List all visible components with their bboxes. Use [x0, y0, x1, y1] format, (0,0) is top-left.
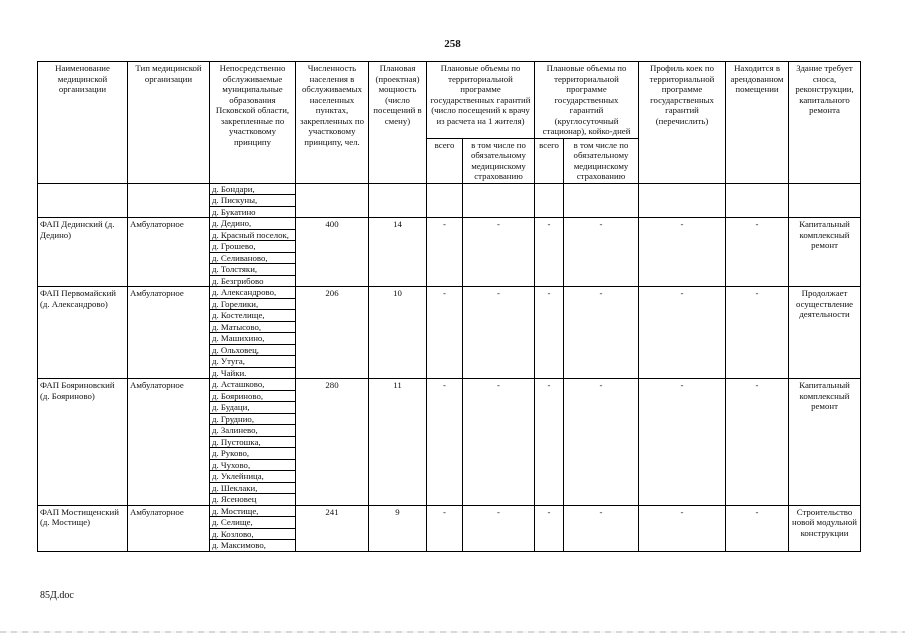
cell-settlements: [210, 218, 296, 287]
cell-in-oms: -: [564, 287, 639, 379]
header-inpatient-volume: Плановые объемы по территориальной программе государственных гарантий (круглосуточный стационар), койко-дней: [535, 62, 639, 139]
cell-bed-profile: -: [639, 218, 726, 287]
settlement-name: д. Мостище,: [210, 506, 295, 518]
cell-type: [128, 183, 210, 218]
settlement-name: д. Асташково,: [210, 379, 295, 391]
cell-in-total: -: [535, 379, 564, 506]
settlement-name: д. Чухово,: [210, 460, 295, 472]
table-body: [38, 183, 861, 551]
cell-out-total: [427, 183, 463, 218]
header-outpatient-volume: Плановые объемы по территориальной программе государственных гарантий (число посещений к врачу из расчета на 1 жителя): [427, 62, 535, 139]
header-row-top: [38, 62, 861, 139]
cell-leased: -: [726, 287, 789, 379]
cell-bed-profile: -: [639, 287, 726, 379]
settlement-name: д. Шеклаки,: [210, 483, 295, 495]
cell-settlements: [210, 287, 296, 379]
cell-in-total: -: [535, 505, 564, 551]
cell-population: 400: [296, 218, 369, 287]
cell-building: Капитальный комплексный ремонт: [789, 379, 861, 506]
cell-building: [789, 183, 861, 218]
header-settlements: Непосредственно обслуживаемые муниципальные образования Псковской области, закрепленные по участковому принципу: [210, 62, 296, 184]
cell-name: ФАП Мостищенский (д. Мостище): [38, 505, 128, 551]
settlement-name: д. Дедино,: [210, 218, 295, 230]
cell-capacity: 9: [369, 505, 427, 551]
table-row: [38, 505, 861, 551]
settlement-name: д. Груднио,: [210, 414, 295, 426]
cell-out-oms: [463, 183, 535, 218]
settlement-name: д. Красный поселок,: [210, 230, 295, 242]
cell-leased: -: [726, 505, 789, 551]
cell-out-oms: -: [463, 505, 535, 551]
scan-edge-artifact: [0, 631, 905, 633]
cell-building: Продолжает осуществление деятельности: [789, 287, 861, 379]
cell-population: 241: [296, 505, 369, 551]
cell-population: 206: [296, 287, 369, 379]
cell-in-total: [535, 183, 564, 218]
cell-out-oms: -: [463, 218, 535, 287]
settlement-name: д. Залинево,: [210, 425, 295, 437]
cell-type: Амбулаторное: [128, 379, 210, 506]
settlement-name: д. Горелики,: [210, 299, 295, 311]
settlement-name: д. Машихино,: [210, 333, 295, 345]
cell-capacity: 14: [369, 218, 427, 287]
settlement-name: д. Костелище,: [210, 310, 295, 322]
cell-type: Амбулаторное: [128, 505, 210, 551]
cell-in-oms: -: [564, 218, 639, 287]
cell-out-total: -: [427, 505, 463, 551]
header-bed-profile: Профиль коек по территориальной программе государственных гарантий (перечислить): [639, 62, 726, 184]
cell-out-oms: -: [463, 379, 535, 506]
header-type: Тип медицинской организации: [128, 62, 210, 184]
cell-bed-profile: [639, 183, 726, 218]
header-capacity: Плановая (проектная) мощность (число посещений в смену): [369, 62, 427, 184]
settlement-name: д. Ольховец,: [210, 345, 295, 357]
cell-name: ФАП Первомайский (д. Александрово): [38, 287, 128, 379]
header-out-total: всего: [427, 138, 463, 183]
cell-name: ФАП Бояриновский (д. Бояриново): [38, 379, 128, 506]
cell-name: ФАП Дединский (д. Дедино): [38, 218, 128, 287]
settlement-name: д. Безгрибово: [212, 275, 264, 286]
cell-settlements: [210, 183, 296, 218]
cell-in-total: -: [535, 287, 564, 379]
footer-filename: 85Д.doc: [40, 590, 74, 601]
settlement-name: д. Утуга,: [210, 356, 295, 368]
cell-leased: [726, 183, 789, 218]
settlement-name: д. Руково,: [210, 448, 295, 460]
cell-bed-profile: -: [639, 505, 726, 551]
cell-name: [38, 183, 128, 218]
cell-bed-profile: -: [639, 379, 726, 506]
settlement-name: д. Пустошка,: [210, 437, 295, 449]
settlement-name: д. Матысово,: [210, 322, 295, 334]
settlement-name: д. Селище,: [210, 517, 295, 529]
cell-type: Амбулаторное: [128, 218, 210, 287]
cell-capacity: 10: [369, 287, 427, 379]
settlement-name: д. Будаци,: [210, 402, 295, 414]
table-row: [38, 379, 861, 506]
header-in-oms: в том числе по обязательному медицинскому страхованию: [564, 138, 639, 183]
settlement-name: д. Бояриново,: [210, 391, 295, 403]
cell-out-total: -: [427, 287, 463, 379]
cell-out-oms: -: [463, 287, 535, 379]
cell-capacity: [369, 183, 427, 218]
cell-building: Капитальный комплексный ремонт: [789, 218, 861, 287]
settlement-name: д. Пискуны,: [210, 195, 295, 207]
header-population: Численность населения в обслуживаемых населенных пунктах, закрепленных по участковому принципу, чел.: [296, 62, 369, 184]
settlement-name: д. Александрово,: [210, 287, 295, 299]
header-out-oms: в том числе по обязательному медицинскому страхованию: [463, 138, 535, 183]
cell-in-total: -: [535, 218, 564, 287]
cell-settlements: [210, 505, 296, 551]
cell-capacity: 11: [369, 379, 427, 506]
cell-leased: -: [726, 379, 789, 506]
settlement-name: д. Уклейница,: [210, 471, 295, 483]
settlement-name: д. Ясеновец: [212, 494, 257, 504]
cell-in-oms: -: [564, 379, 639, 506]
cell-population: 280: [296, 379, 369, 506]
settlement-name: д. Козлово,: [210, 529, 295, 541]
facilities-table: [37, 61, 861, 552]
header-in-total: всего: [535, 138, 564, 183]
cell-in-oms: -: [564, 505, 639, 551]
header-building: Здание требует сноса, реконструкции, капитального ремонта: [789, 62, 861, 184]
table-row: [38, 218, 861, 287]
cell-out-total: -: [427, 379, 463, 506]
settlement-name: д. Чайки.: [212, 367, 247, 378]
cell-building: Строительство новой модульной конструкции: [789, 505, 861, 551]
settlement-name: д. Бондари,: [210, 184, 295, 196]
settlement-name: д. Максимово,: [212, 540, 266, 550]
settlement-name: д. Толстяки,: [210, 264, 295, 276]
cell-in-oms: [564, 183, 639, 218]
cell-population: [296, 183, 369, 218]
cell-out-total: -: [427, 218, 463, 287]
table-row: [38, 287, 861, 379]
page-number: 258: [444, 38, 461, 50]
settlement-name: д. Грошево,: [210, 241, 295, 253]
cell-leased: -: [726, 218, 789, 287]
settlement-name: д. Селиваново,: [210, 253, 295, 265]
header-name: Наименование медицинской организации: [38, 62, 128, 184]
table-row: [38, 183, 861, 218]
settlement-name: д. Букатино: [212, 206, 256, 217]
cell-type: Амбулаторное: [128, 287, 210, 379]
header-leased: Находится в арендованном помещении: [726, 62, 789, 184]
cell-settlements: [210, 379, 296, 506]
